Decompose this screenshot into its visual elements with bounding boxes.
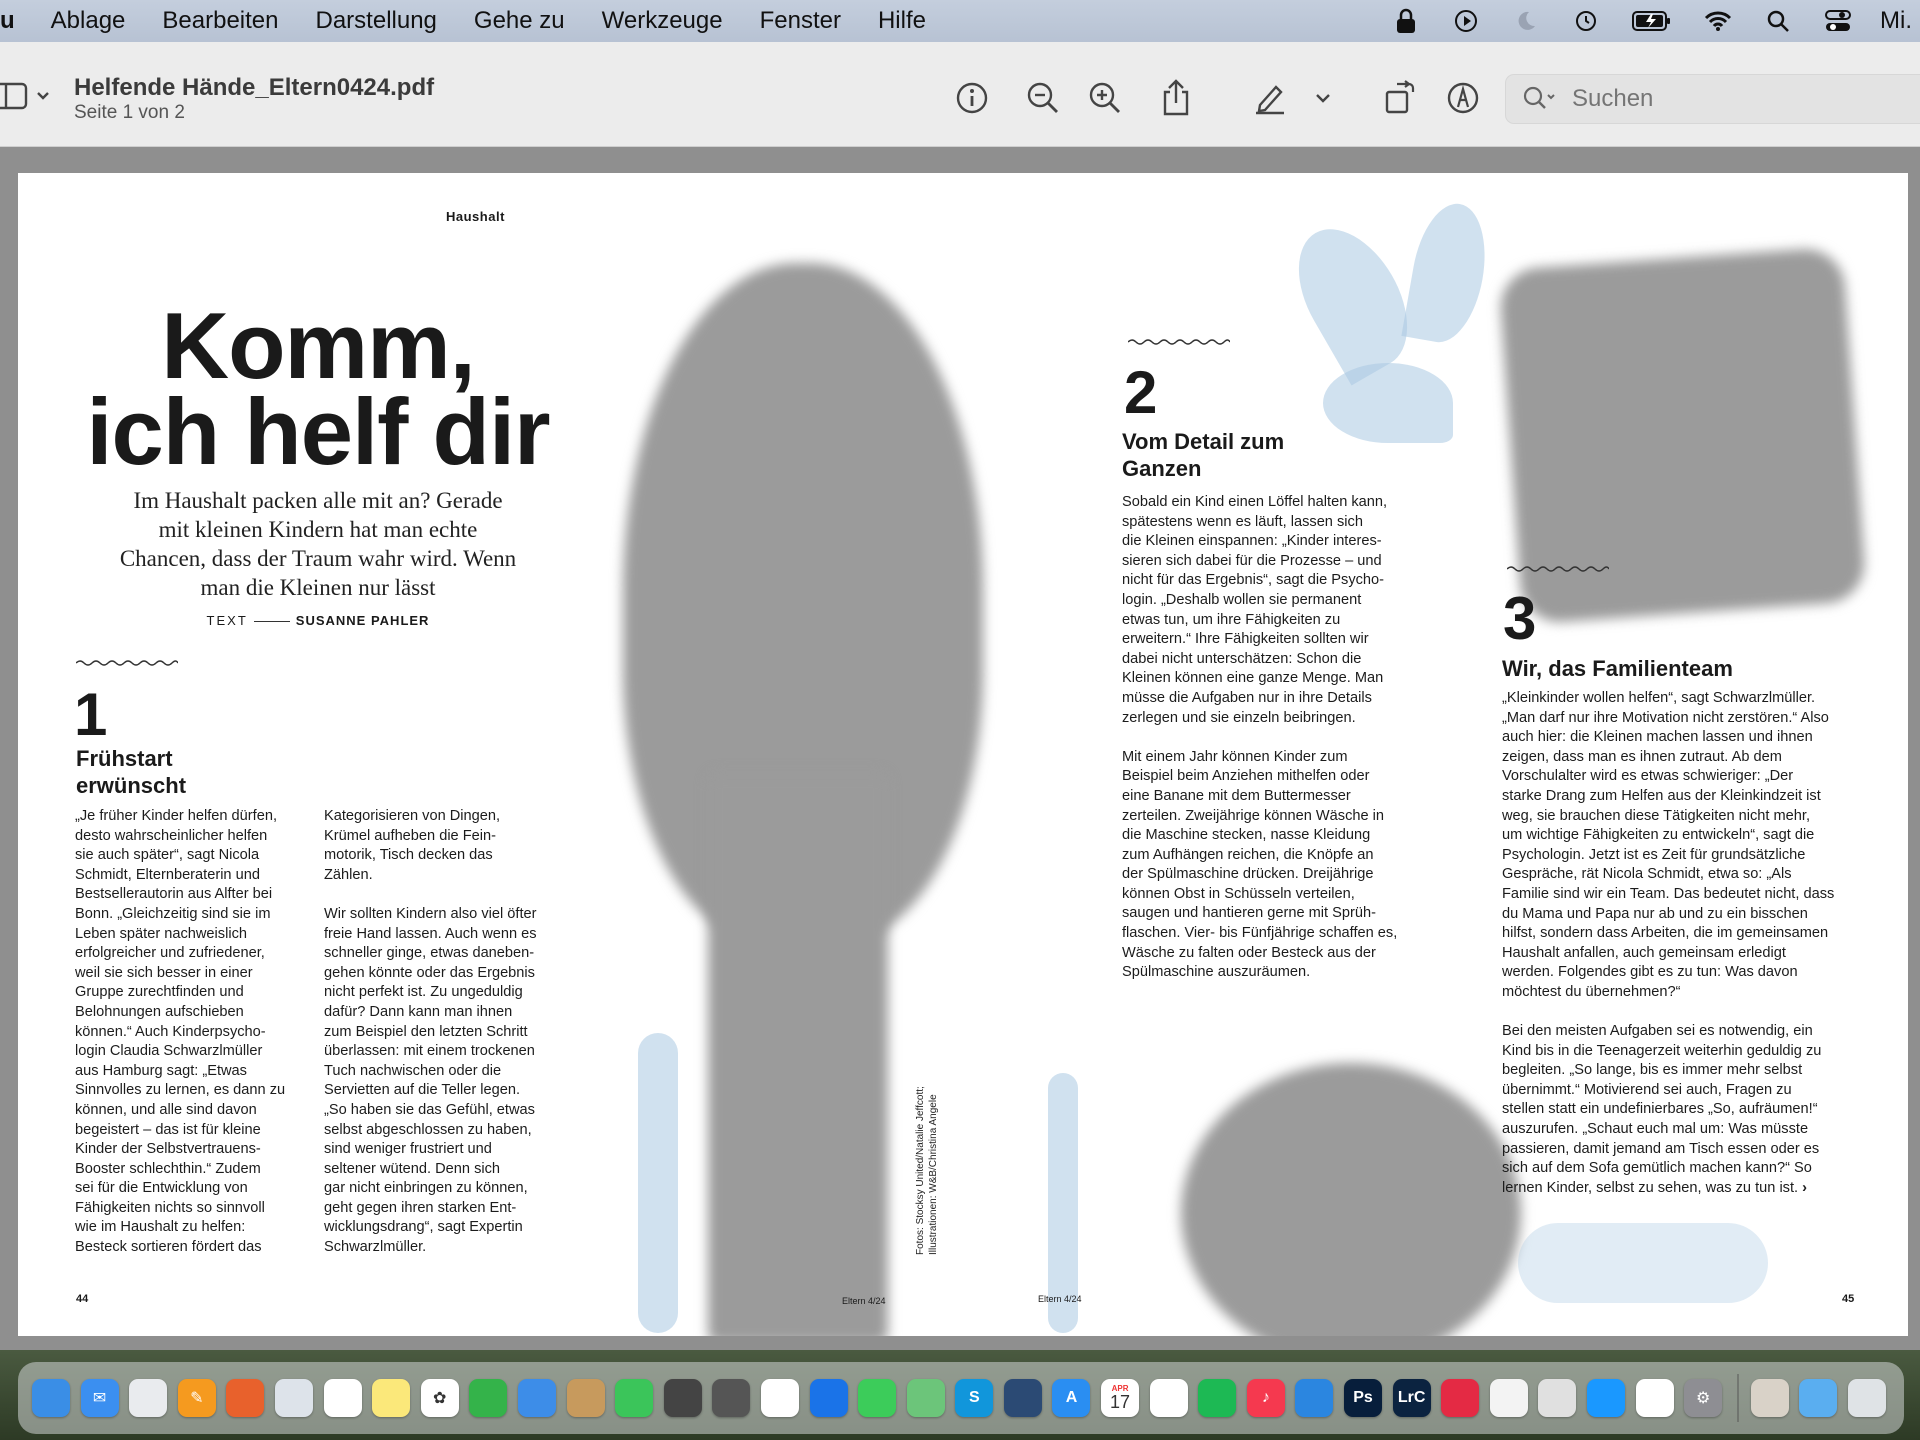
skype-icon[interactable]: S [955, 1379, 993, 1417]
calendar-day: 17 [1110, 1392, 1131, 1412]
page-number-right: 45 [1842, 1293, 1855, 1305]
folio-magazine-right: Eltern 4/24 [1038, 1294, 1082, 1304]
maps-icon[interactable] [907, 1379, 945, 1417]
annotate-button[interactable] [1443, 78, 1483, 118]
google-drive-icon[interactable] [1636, 1379, 1674, 1417]
preview-toolbar [0, 42, 1920, 147]
system-settings-icon[interactable]: ⚙ [1684, 1379, 1722, 1417]
article-title [78, 293, 558, 484]
page-number-left: 44 [76, 1293, 89, 1305]
photoshop-icon[interactable]: Ps [1344, 1379, 1382, 1417]
info-button[interactable] [952, 78, 992, 118]
page-indicator: Seite 1 von 2 [74, 102, 185, 123]
splash-drop [1401, 198, 1494, 348]
lightroom-classic-icon[interactable]: LrC [1393, 1379, 1431, 1417]
battery-icon[interactable] [1628, 0, 1676, 42]
dock [18, 1362, 1904, 1434]
title-line-2: ich helf dir [86, 379, 550, 484]
pen-icon [1252, 81, 1288, 115]
byline-author: SUSANNE PAHLER [295, 613, 430, 628]
reminders-icon[interactable] [761, 1379, 799, 1417]
chrome-icon[interactable] [324, 1379, 362, 1417]
menu-app-name[interactable]: u [0, 7, 15, 34]
prime-video-icon[interactable] [1587, 1379, 1625, 1417]
section-3-column [1502, 689, 1882, 1198]
pages-icon[interactable]: ✎ [178, 1379, 216, 1417]
photo-booth-icon[interactable] [664, 1379, 702, 1417]
calculator-icon[interactable] [712, 1379, 750, 1417]
preview-icon[interactable] [275, 1379, 313, 1417]
rotate-button[interactable] [1380, 78, 1420, 118]
music-icon[interactable]: ♪ [1247, 1379, 1285, 1417]
app-menu [0, 0, 963, 42]
section-1-column-2: Kategorisieren von Dingen, Krümel aufheben die Fein- motorik, Tisch decken das Zählen. Wir sollten Kindern also viel öfter freie Hand lassen. Auch wenn es schneller ginge, etwas daneben- gehen könnte oder das Ergebnis nicht perfekt ist. Zu ungeduldig dafür? Dann kann man ihnen zum Beispiel den letzten Schritt überlassen: mit einem trockenen Tuch nachwischen oder die Servietten auf die Teller legen. „So haben sie das Gefühl, etwas selbst abgeschlossen zu haben, sind weniger frustriert und seltener wütend. Denn sich gar nicht einbringen zu können, geht gegen ihren starken Ent- wicklungsdrang“, sagt Expertin Schwarzlmüller. [324, 808, 537, 1256]
chevron-down-icon [1315, 92, 1331, 104]
contacts-icon[interactable] [567, 1379, 605, 1417]
folio-magazine-left: Eltern 4/24 [842, 1296, 886, 1306]
downloads-stack-icon[interactable] [1751, 1379, 1789, 1417]
photo-credit: Fotos: Stocksy United/Natalie Jeffcott; Illustrationen: W&B/Christina Angele [915, 1086, 939, 1255]
section-3-heading: Wir, das Familienteam [1502, 656, 1733, 681]
section-2-heading: Vom Detail zum Ganzen [1122, 429, 1285, 481]
article-lede: Im Haushalt packen alle mit an? Gerade mit kleinen Kindern hat man echte Chancen, dass der Traum wahr wird. Wenn man die Kleinen nur lässt [119, 488, 517, 600]
search-icon[interactable] [1760, 0, 1796, 42]
vpn-icon[interactable] [1295, 1379, 1333, 1417]
byline [168, 613, 468, 628]
status-menus [1364, 0, 1920, 42]
menu-fenster[interactable]: Fenster [759, 7, 841, 34]
quicktime-icon[interactable] [1004, 1379, 1042, 1417]
section-1-heading: Frühstart erwünscht [76, 746, 187, 798]
squiggle-divider [1128, 338, 1230, 346]
splash-drop [1323, 363, 1453, 443]
menu-hilfe[interactable]: Hilfe [877, 7, 926, 34]
dropbox-icon[interactable] [810, 1379, 848, 1417]
creative-cloud-icon[interactable] [1441, 1379, 1479, 1417]
control-center-icon[interactable] [1820, 0, 1856, 42]
finder-icon[interactable] [32, 1379, 70, 1417]
document-title: Helfende Hände_Eltern0424.pdf [74, 74, 435, 101]
printer-icon[interactable] [1538, 1379, 1576, 1417]
mail-icon[interactable]: ✉ [81, 1379, 119, 1417]
dock-separator [1737, 1374, 1739, 1422]
section-2-column: Sobald ein Kind einen Löffel halten kann, spätestens wenn es läuft, lassen sich die Kleinen einspannen: „Kinder interes- sieren sich dabei für die Prozesse – und nicht für das Ergebnis“, sagt die Psycho- login. „Deshalb wollen sie permanent etwas tun, um ihre Fähigkeiten zu erweitern.“ Ihre Fähigkeiten sollten wir dabei nicht unterschätzen: Schon die Kleinen können eine ganze Menge. Man müsse die Aufgaben nur in ihre Details zerlegen und sie einzeln beibringen. Mit einem Jahr können Kinder zum Beispiel beim Anziehen mithelfen oder eine Banane mit dem Buttermesser zerteilen. Zweijährige können Wäsche in die Maschine stecken, nasse Kleidung zum Aufhängen reichen, die Knöpfe an der Spülmaschine drücken. Dreijährige können Obst in Schüsseln verteilen, saugen und hantieren gerne mit Sprüh- flaschen. Vier- bis Fünfjährige schaffen es, Wäsche zu falten oder Besteck aus der Spülmaschine auszuräumen. [1122, 494, 1398, 981]
section-1-column-1: „Je früher Kinder helfen dürfen, desto wahrscheinlicher helfen sie auch später“, sagt Nicola Schmidt, Elternberaterin und Bestsellerautorin aus Alfter bei Bonn. „Gleichzeitig sind sie im Leben später nachweislich erfolgreicher und zufriedener, weil sie sich besser in einer Gruppe zurechtfinden und Belohnungen aufschieben können.“ Auch Kinderpsycho- login Claudia Schwarzlmüller aus Hamburg sagt: „Etwas Sinnvolles zu lernen, es dann zu können, und alle sind davon begeistert – das ist für kleine Kinder der Selbstvertrauens- Booster schlechthin.“ Zudem sei für die Entwicklung von Fähigkeiten nichts so sinnvoll wie im Haushalt zu helfen: Besteck sortieren fördert das [75, 808, 286, 1256]
section-3-text: „Kleinkinder wollen helfen“, sagt Schwarzlmüller. „Man darf nur ihre Motivation nicht zerstören.“ Also auch hier: die Kleinen machen lassen und ihnen zeigen, dass man es ihnen zutraut. Ab dem Vorschulalter wird es etwas schwieriger: „Der starke Drang zum Helfen aus der Kleinkindzeit ist weg, sie brauchen diese Tätigkeiten nicht mehr, um wichtige Fähigkeiten zu entwickeln“, sagt die Psychologin. Jetzt ist es Zeit für grundsätzliche Gespräche, rät Nicola Schmidt, etwa so: „Als Familie sind wir ein Team. Das bedeutet nicht, dass du Mama und Papa nur ab und zu ein bisschen hilfst, sondern dass Arbeiten, die im gemeinsamen Haushalt anfallen, auch gemeinsam erledigt werden. Folgendes gibt es zu tun: Was davon möchtest du übernehmen?“ Bei den meisten Aufgaben sei es notwendig, ein Kind bis in die Teenagerzeit weiterhin geduldig zu begleiten. „So lange, bis es immer mehr selbst übernimmt.“ Motivierend sei auch, Fragen zu stellen statt ein undefinierbares „So, aufräumen!“ auszurufen. „Schaut euch mal um: Was müsste passieren, damit jemand am Tisch essen oder es sich auf dem Sofa gemütlich machen kann?“ So lernen Kinder, selbst zu sehen, was zu tun ist. [1502, 690, 1835, 1196]
firefox-icon[interactable] [226, 1379, 264, 1417]
evernote-icon[interactable] [1150, 1379, 1188, 1417]
textedit-icon[interactable] [1490, 1379, 1528, 1417]
folder-icon[interactable] [1799, 1379, 1837, 1417]
search-field[interactable] [1505, 74, 1920, 124]
numbers-icon[interactable] [469, 1379, 507, 1417]
menu-gehe-zu[interactable]: Gehe zu [473, 7, 565, 34]
photos-icon[interactable]: ✿ [421, 1379, 459, 1417]
redacted-photo-round [1181, 1063, 1521, 1336]
search-input[interactable] [1570, 84, 1874, 114]
zoom-out-icon [1026, 81, 1060, 115]
end-mark-icon: › [1802, 1179, 1808, 1196]
section-label: Haushalt [446, 209, 505, 224]
markup-icon [1446, 81, 1480, 115]
info-icon [955, 81, 989, 115]
share-icon [1159, 79, 1193, 117]
play-circle-icon[interactable] [1448, 0, 1484, 42]
trash-icon[interactable] [1848, 1379, 1886, 1417]
menu-bar [0, 0, 1920, 42]
clock[interactable]: Mi. [1880, 7, 1912, 34]
menu-werkzeuge[interactable]: Werkzeuge [601, 7, 723, 34]
safari-icon[interactable] [518, 1379, 556, 1417]
calendar-month: APR [1111, 1384, 1129, 1393]
wifi-icon[interactable] [1700, 0, 1736, 42]
share-button[interactable] [1156, 78, 1196, 118]
splash-bubbles [1518, 1223, 1768, 1303]
splash-drip [638, 1033, 678, 1333]
launchpad-icon[interactable] [129, 1379, 167, 1417]
pdf-page-spread[interactable] [18, 173, 1908, 1336]
lock-icon[interactable] [1388, 0, 1424, 42]
facetime-icon[interactable] [615, 1379, 653, 1417]
zoom-out-button[interactable] [1023, 78, 1063, 118]
search-icon [1522, 85, 1558, 113]
menu-ablage[interactable]: Ablage [50, 7, 126, 34]
zoom-in-button[interactable] [1085, 78, 1125, 118]
rotate-icon [1383, 80, 1417, 116]
calendar-icon[interactable] [1101, 1379, 1139, 1417]
section-1-number: 1 [74, 681, 108, 748]
spotify-icon[interactable] [1198, 1379, 1236, 1417]
moon-icon[interactable] [1508, 0, 1544, 42]
messages-icon[interactable] [858, 1379, 896, 1417]
sidebar-toggle-button[interactable] [0, 82, 50, 112]
squiggle-divider [1507, 565, 1609, 573]
menu-bearbeiten[interactable]: Bearbeiten [162, 7, 279, 34]
menu-darstellung[interactable]: Darstellung [315, 7, 437, 34]
title-line-1: Komm, [161, 293, 475, 398]
zoom-in-icon [1088, 81, 1122, 115]
splash-drop [1277, 211, 1430, 386]
byline-label: TEXT [206, 613, 248, 628]
redacted-photo-body [708, 773, 888, 1336]
markup-pen-button[interactable] [1250, 78, 1290, 118]
section-3-number: 3 [1503, 585, 1537, 652]
notes-icon[interactable] [372, 1379, 410, 1417]
markup-dropdown-button[interactable] [1313, 78, 1333, 118]
squiggle-divider [76, 659, 178, 667]
time-machine-icon[interactable] [1568, 0, 1604, 42]
app-store-icon[interactable]: A [1052, 1379, 1090, 1417]
section-2-number: 2 [1124, 359, 1158, 426]
